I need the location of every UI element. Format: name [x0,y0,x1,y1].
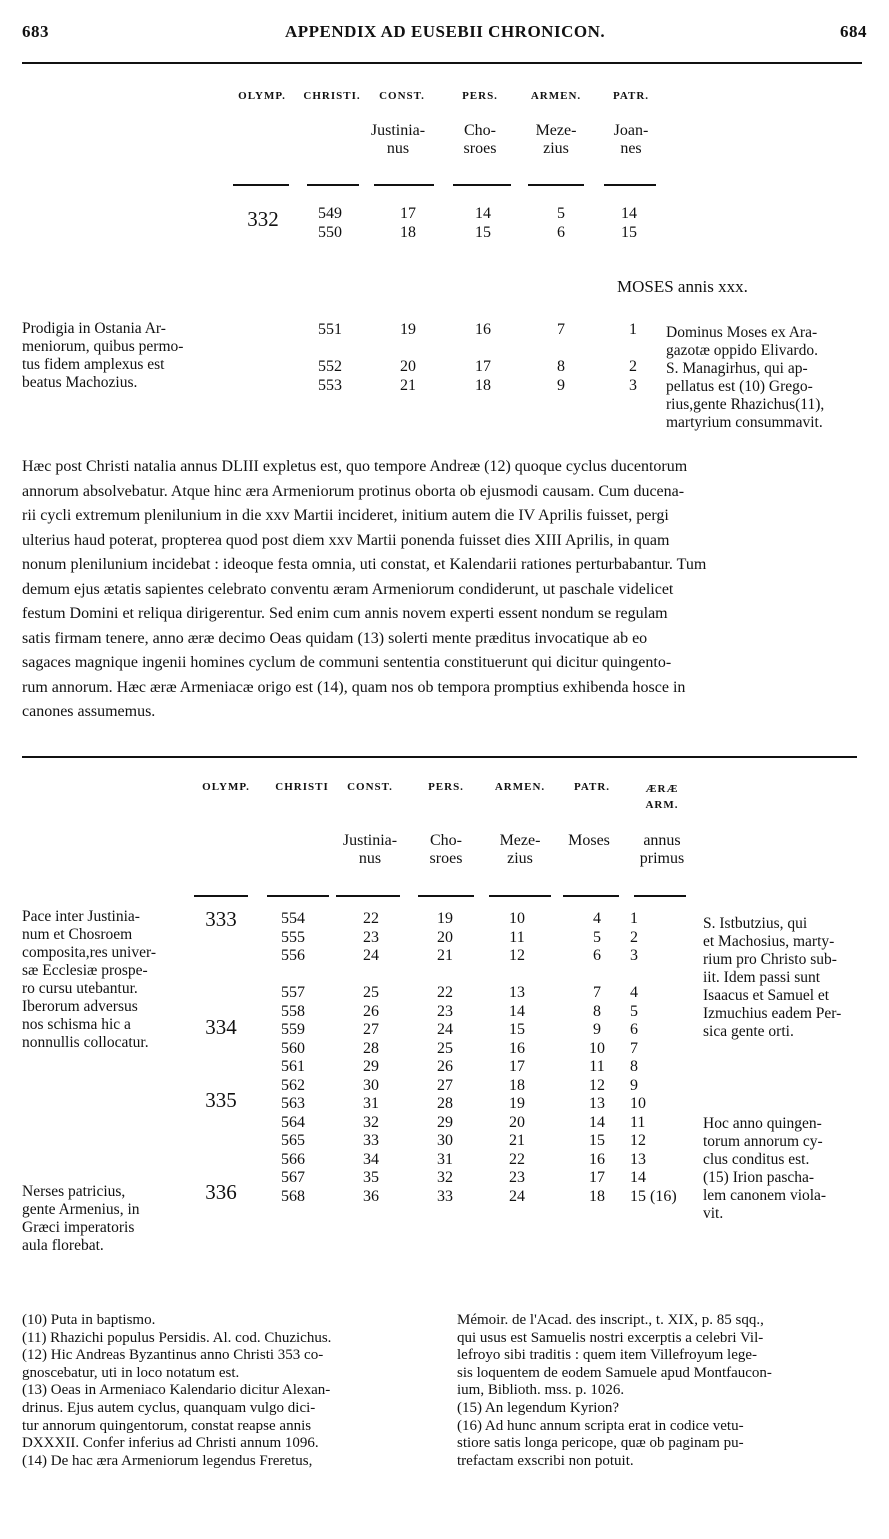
right-note: Hoc anno quingen- torum annorum cy- clus conditus est. (15) Irion pascha- lem canonem viola- vit. [703,1115,827,1222]
col-rule [418,895,474,897]
patr-years: 4 5 6 7 8 9 10 11 12 13 14 15 16 17 18 [589,910,605,1205]
col-rule [604,184,656,186]
olympiad-number: 332 [247,207,279,231]
christi-years: 551 552 553 [318,321,342,394]
col-head-armen: ARMEN. [494,781,546,793]
sub-head-armen: Meze- zius [499,832,541,867]
const-years: 22 23 24 25 26 27 28 29 30 31 32 33 34 35 36 [363,910,379,1205]
sub-head-patr: Joan- nes [613,122,649,157]
left-note: Pace inter Justinia- num et Chosroem composita,res univer- sæ Ecclesiæ prospe- ro cursu utebantur. Iberorum adversus nos schisma hic a nonnullis collocatur. [22,908,156,1051]
sub-head-patr: Moses [568,832,610,849]
col-rule [233,184,289,186]
col-rule [194,895,248,897]
right-note: S. Istbutzius, qui et Machosius, marty- rium pro Christo sub- iit. Idem passi sunt Isaacus et Samuel et Izmuchius eadem Per- sica gente orti. [703,915,842,1040]
col-rule [453,184,511,186]
col-rule [528,184,584,186]
col-rule [563,895,619,897]
col-head-pers: PERS. [462,90,498,102]
const-years: 19 20 21 [400,321,416,394]
running-title: APPENDIX AD EUSEBII CHRONICON. [285,22,606,41]
armen-years: 7 8 9 [557,321,565,394]
col-head-patr: PATR. [573,781,611,793]
pers-years: 16 17 18 [475,321,491,394]
patr-years: 1 2 3 [629,321,637,394]
pers-years: 14 15 [475,205,491,241]
right-note: Dominus Moses ex Ara- gazotæ oppido Elivardo. S. Managirhus, qui ap- pellatus est (10) Grego- rius,gente Rhazichus(11), martyrium consummavit. [666,324,825,431]
patr-years: 14 15 [621,205,637,241]
aera-years: 1 2 3 4 5 6 7 8 9 10 11 12 13 14 15 (16) [630,910,677,1205]
col-head-armen: ARMEN. [530,90,582,102]
col-head-pers: PERS. [428,781,464,793]
sub-head-const: Justinia- nus [342,832,398,867]
sub-head-aera: annus primus [639,832,685,867]
page-number-left: 683 [22,22,49,41]
christi-years: 554 555 556 557 558 559 560 561 562 563 564 565 566 567 568 [281,910,305,1205]
col-rule [489,895,551,897]
col-head-const: CONST. [347,781,393,793]
col-rule [267,895,329,897]
col-rule [634,895,686,897]
const-years: 17 18 [400,205,416,241]
moses-heading: MOSES annis xxx. [617,277,748,296]
col-head-christi: CHRISTI. [303,90,361,102]
olympiad-number: 334 [205,1015,237,1039]
col-head-christi: CHRISTI [275,781,329,793]
sub-head-pers: Cho- sroes [463,122,497,157]
footnotes-left: (10) Puta in baptismo. (11) Rhazichi populus Persidis. Al. cod. Chuzichus. (12) Hic Andreas Byzantinus anno Christi 353 co- gnoscebatur, uti in loco notatum est. (13) Oeas in Armeniaco Kalendario dicitur Alexan- drinus. Ejus autem cyclus, quanquam vulgo dici- tur annorum quingentorum, constat reapse annis DXXXII. Confer inferius ad Christi annum 1096. (14) De hac æra Armeniorum legendus Freretus, [22,1312,332,1469]
sub-head-pers: Cho- sroes [429,832,463,867]
pers-years: 19 20 21 22 23 24 25 26 27 28 29 30 31 32 33 [437,910,453,1205]
body-paragraph: Hæc post Christi natalia annus DLIII expletus est, quo tempore Andreæ (12) quoque cyclus ducentorum annorum absolvebatur. Atque hinc æra Armeniorum protinus oborta ob ejusmodi causam. Cum ducena- rii cycli extremum plenilunium in die xxv Martii incideret, initium autem die IV Aprilis fuisset, pergi ulterius haud poterat, propterea quod post diem xxv Martii ponenda fuisset dies XIII Aprilis, in quam nonum plenilunium incidebat : ideoque festa omnia, uti constat, et Kalendarii rationes perturbabantur. Tum demum ejus ætatis sapientes celebrato conventu æram Armeniorum condiderunt, ut paschale videlicet festum Domini et reliqua dirigerentur. Sed enim cum annis novem experti essent nondum se regulam satis firmam tenere, anno æræ decimo Oeas quidam (13) solerti mente præditus invocatique ab eo sagaces magnique ingenii homines cyclum de communi sententia constituerunt qui dicitur quingento- rum annorum. Hæc æræ Armeniacæ origo est (14), quam nos ob tempora promptius exhibenda hosce in canones assumemus. [22,458,707,720]
col-rule [336,895,400,897]
col-head-aera: ÆRÆ ARM. [645,783,679,811]
christi-years: 549 550 [318,205,342,241]
armen-years: 10 11 12 13 14 15 16 17 18 19 20 21 22 23 24 [509,910,525,1205]
sub-head-const: Justinia- nus [370,122,426,157]
page-number-right: 684 [840,22,867,41]
olympiad-number: 336 [205,1180,237,1204]
armen-years: 5 6 [557,205,565,241]
sub-head-armen: Meze- zius [535,122,577,157]
col-rule [374,184,434,186]
left-note: Prodigia in Ostania Ar- meniorum, quibus permo- tus fidem amplexus est beatus Machozius. [22,320,184,391]
left-note: Nerses patricius, gente Armenius, in Græci imperatoris aula florebat. [22,1183,140,1254]
col-head-olymp: OLYMP. [238,90,286,102]
section-rule [22,756,857,758]
col-head-const: CONST. [379,90,425,102]
olympiad-number: 335 [205,1088,237,1112]
col-head-olymp: OLYMP. [202,781,250,793]
header-rule [22,62,862,64]
footnotes-right: Mémoir. de l'Acad. des inscript., t. XIX, p. 85 sqq., qui usus est Samuelis nostri excerptis a celebri Vil- lefroyo sibi traditis : quem item Villefroyum lege- sis loquentem de eodem Samuele apud Montfaucon- ium, Biblioth. mss. p. 1026. (15) An legendum Kyrion? (16) Ad hunc annum scripta erat in codice vetu- stiore satis longa pericope, quæ ob paginam pu- trefactam exscribi non potuit. [457,1312,772,1469]
col-rule [307,184,359,186]
col-head-patr: PATR. [612,90,650,102]
olympiad-number: 333 [205,907,237,931]
